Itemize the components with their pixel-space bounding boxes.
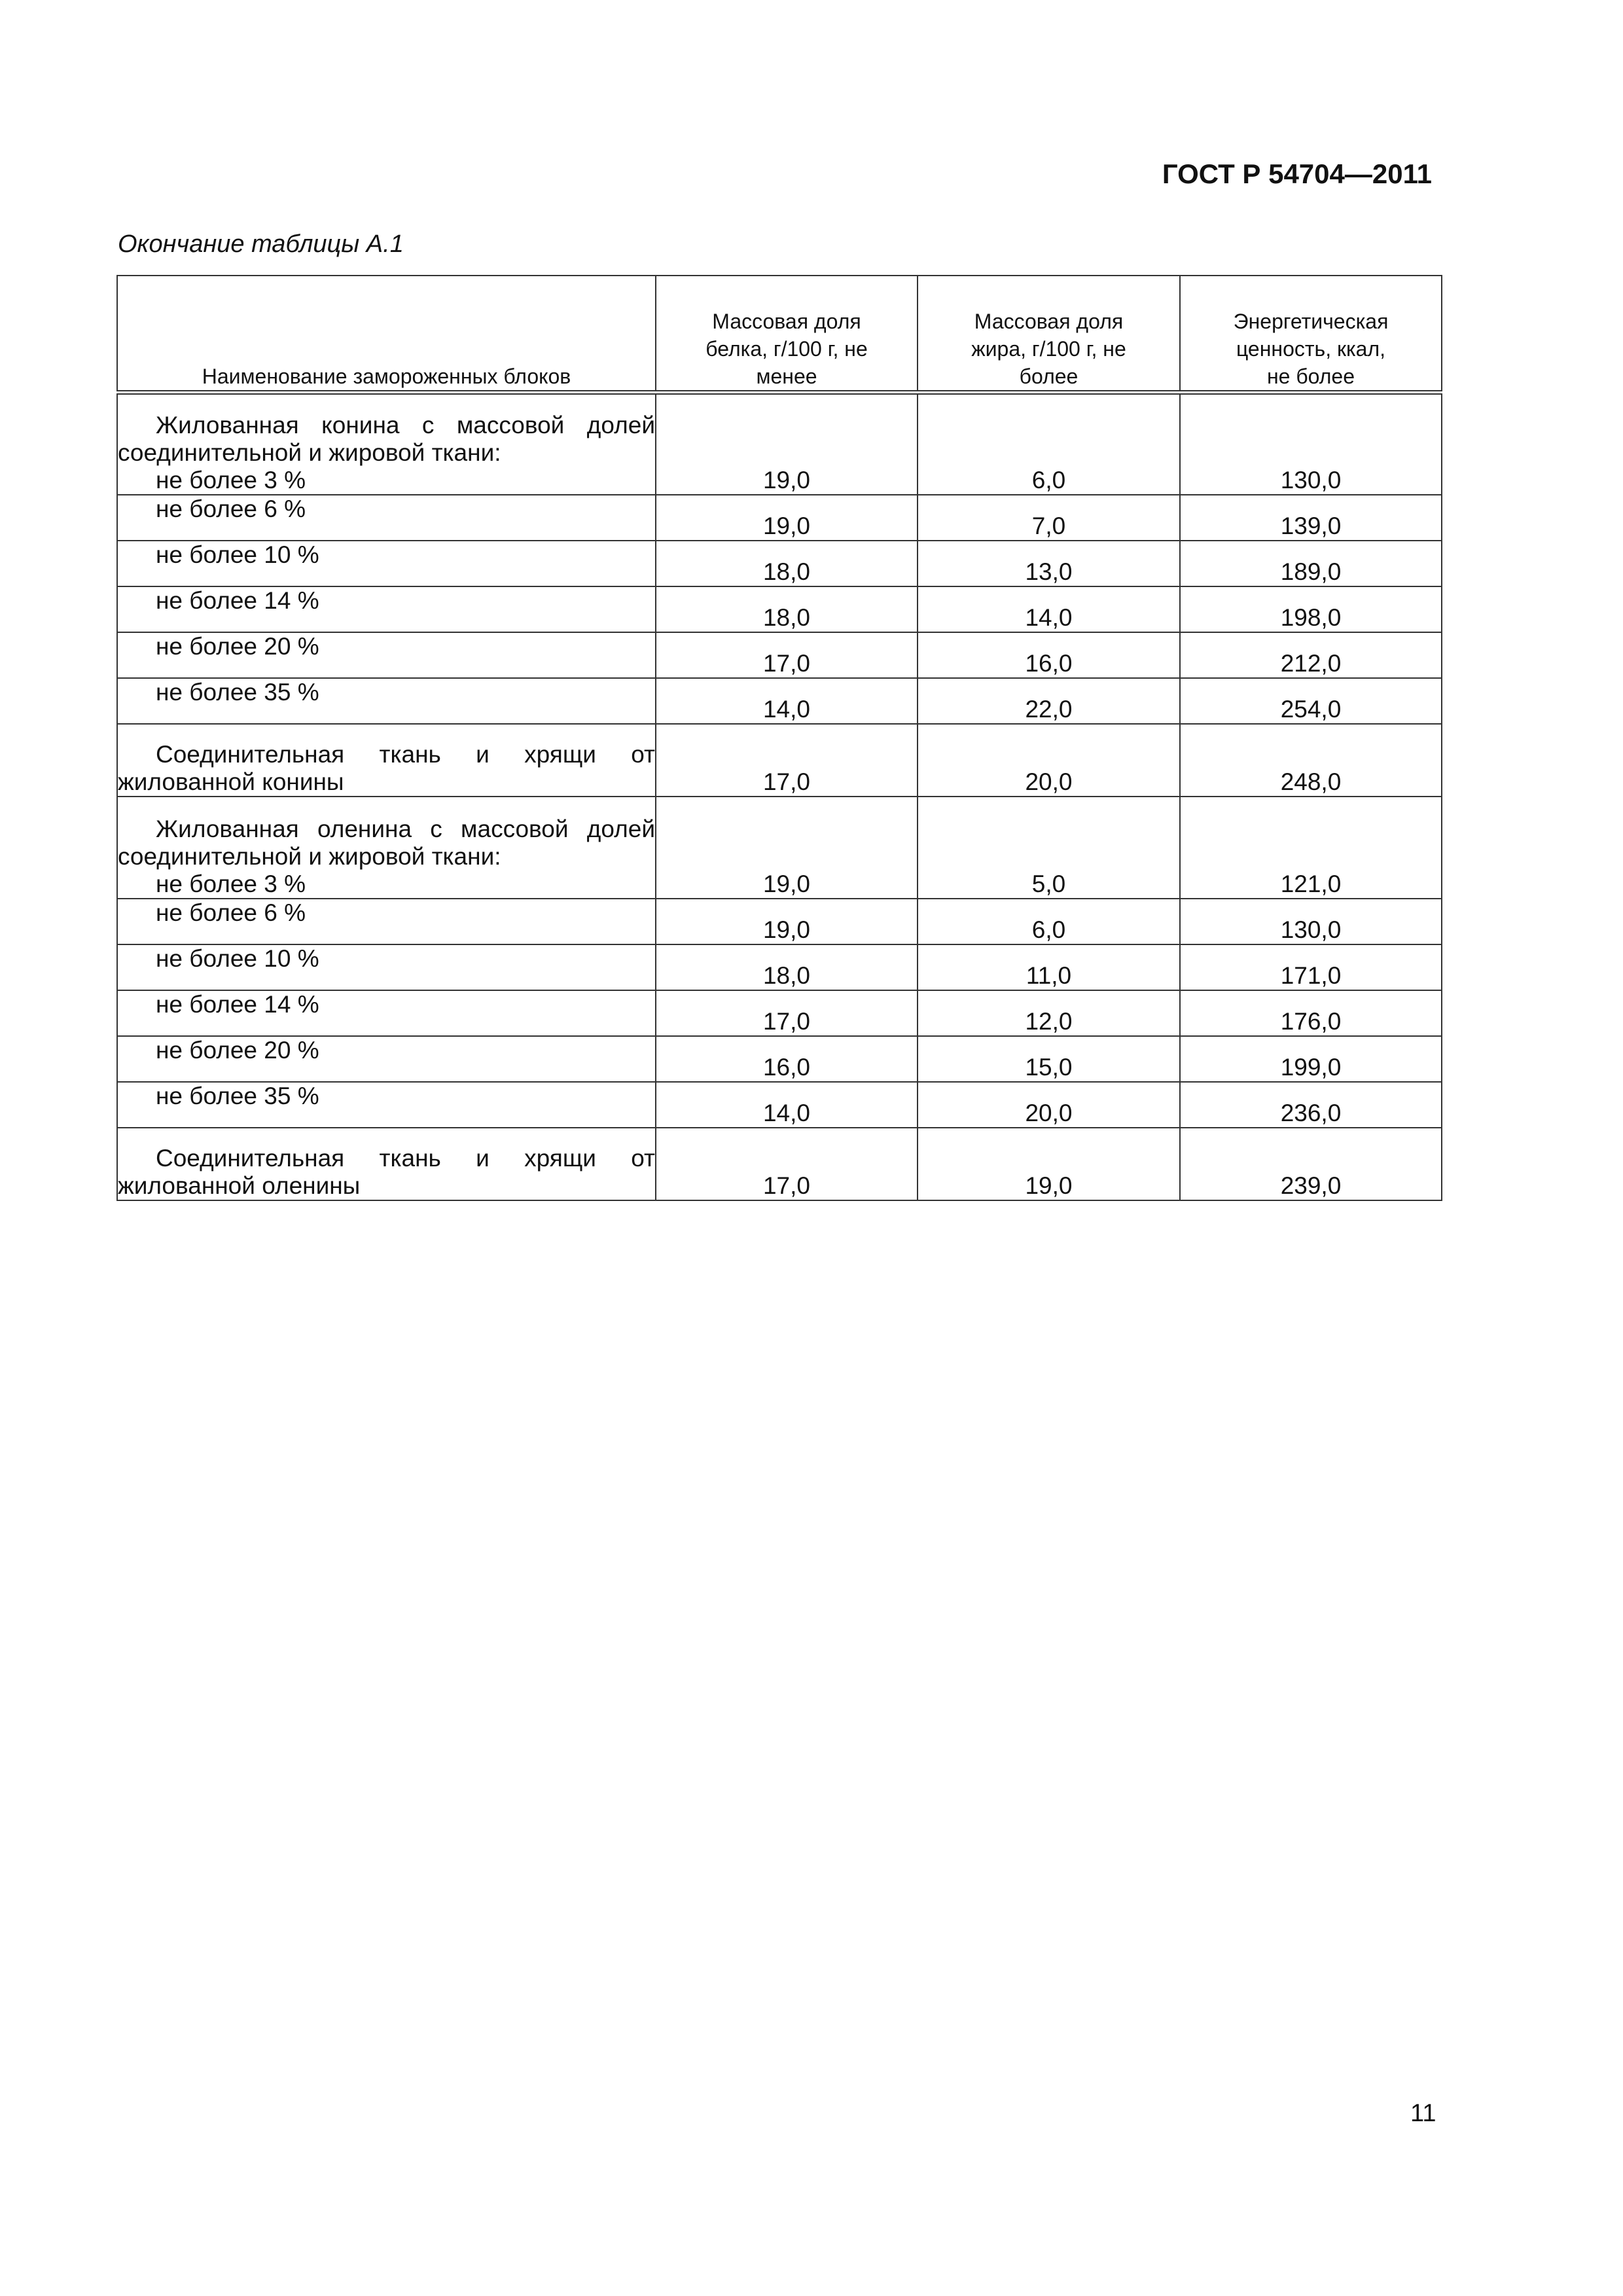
row-label-cell [117,495,656,541]
row-label: не более 10 % [156,944,319,972]
row-label: Соединительная ткань и хрящи от жилованной оленины [118,1144,655,1199]
row-label: не более 3 % [156,870,306,897]
energy-value: 239,0 [1180,1128,1442,1200]
protein-value: 18,0 [656,944,918,990]
fat-value: 22,0 [918,678,1180,724]
energy-value: 189,0 [1180,541,1442,586]
protein-value: 19,0 [656,495,918,541]
row-label-cell [117,990,656,1036]
row-label-cell [117,797,656,899]
energy-value: 199,0 [1180,1036,1442,1082]
row-label-cell [117,1082,656,1128]
protein-value: 17,0 [656,1128,918,1200]
nutrition-table [116,275,1442,1201]
table-row [117,797,1442,899]
protein-value: 18,0 [656,541,918,586]
row-label-cell [117,899,656,944]
row-label: не более 14 % [156,990,319,1018]
fat-value: 12,0 [918,990,1180,1036]
table-row [117,990,1442,1036]
protein-value: 17,0 [656,724,918,797]
row-label-cell [117,678,656,724]
row-label-cell [117,586,656,632]
fat-value: 6,0 [918,393,1180,495]
energy-value: 254,0 [1180,678,1442,724]
protein-value: 18,0 [656,586,918,632]
row-label-cell [117,944,656,990]
energy-value: 171,0 [1180,944,1442,990]
fat-value: 5,0 [918,797,1180,899]
row-label-cell [117,541,656,586]
protein-value: 17,0 [656,632,918,678]
row-label-cell [117,393,656,495]
energy-value: 139,0 [1180,495,1442,541]
protein-value: 17,0 [656,990,918,1036]
energy-value: 212,0 [1180,632,1442,678]
energy-value: 130,0 [1180,393,1442,495]
fat-value: 6,0 [918,899,1180,944]
row-label: Соединительная ткань и хрящи от жилованной конины [118,740,655,795]
protein-value: 14,0 [656,1082,918,1128]
document-code: ГОСТ Р 54704—2011 [1162,158,1432,189]
table-row [117,1128,1442,1200]
row-label: не более 20 % [156,1036,319,1064]
column-header-energy: Энергетическая ценность, ккал, не более [1180,276,1442,393]
row-label-cell [117,1036,656,1082]
table-row [117,632,1442,678]
table-row [117,541,1442,586]
column-header-fat: Массовая доля жира, г/100 г, не более [918,276,1180,393]
fat-value: 11,0 [918,944,1180,990]
fat-value: 16,0 [918,632,1180,678]
energy-value: 198,0 [1180,586,1442,632]
row-label: не более 35 % [156,678,319,706]
row-label: не более 35 % [156,1082,319,1109]
row-label-cell [117,1128,656,1200]
protein-value: 19,0 [656,797,918,899]
row-label-cell [117,724,656,797]
protein-value: 19,0 [656,899,918,944]
row-label: не более 3 % [156,466,306,493]
protein-value: 19,0 [656,393,918,495]
table-row [117,1082,1442,1128]
fat-value: 14,0 [918,586,1180,632]
column-header-protein: Массовая доля белка, г/100 г, не менее [656,276,918,393]
table-row [117,678,1442,724]
fat-value: 19,0 [918,1128,1180,1200]
protein-value: 16,0 [656,1036,918,1082]
fat-value: 15,0 [918,1036,1180,1082]
table-header-row [117,276,1442,393]
table-row [117,1036,1442,1082]
group-heading: Жилованная оленина с массовой долей соединительной и жировой ткани: [118,815,655,870]
table-row [117,393,1442,495]
table-row [117,586,1442,632]
table-row [117,944,1442,990]
fat-value: 7,0 [918,495,1180,541]
table-row [117,724,1442,797]
energy-value: 248,0 [1180,724,1442,797]
row-label: не более 14 % [156,586,319,614]
energy-value: 121,0 [1180,797,1442,899]
energy-value: 236,0 [1180,1082,1442,1128]
fat-value: 13,0 [918,541,1180,586]
table-row [117,495,1442,541]
table-caption: Окончание таблицы А.1 [118,230,404,258]
row-label: не более 6 % [156,899,306,926]
row-label-cell [117,632,656,678]
energy-value: 130,0 [1180,899,1442,944]
energy-value: 176,0 [1180,990,1442,1036]
row-label: не более 20 % [156,632,319,660]
fat-value: 20,0 [918,1082,1180,1128]
row-label: не более 6 % [156,495,306,522]
page-number: 11 [1410,2100,1436,2127]
protein-value: 14,0 [656,678,918,724]
column-header-name: Наименование замороженных блоков [117,276,656,393]
row-label: не более 10 % [156,541,319,568]
group-heading: Жилованная конина с массовой долей соединительной и жировой ткани: [118,411,655,466]
fat-value: 20,0 [918,724,1180,797]
table-row [117,899,1442,944]
